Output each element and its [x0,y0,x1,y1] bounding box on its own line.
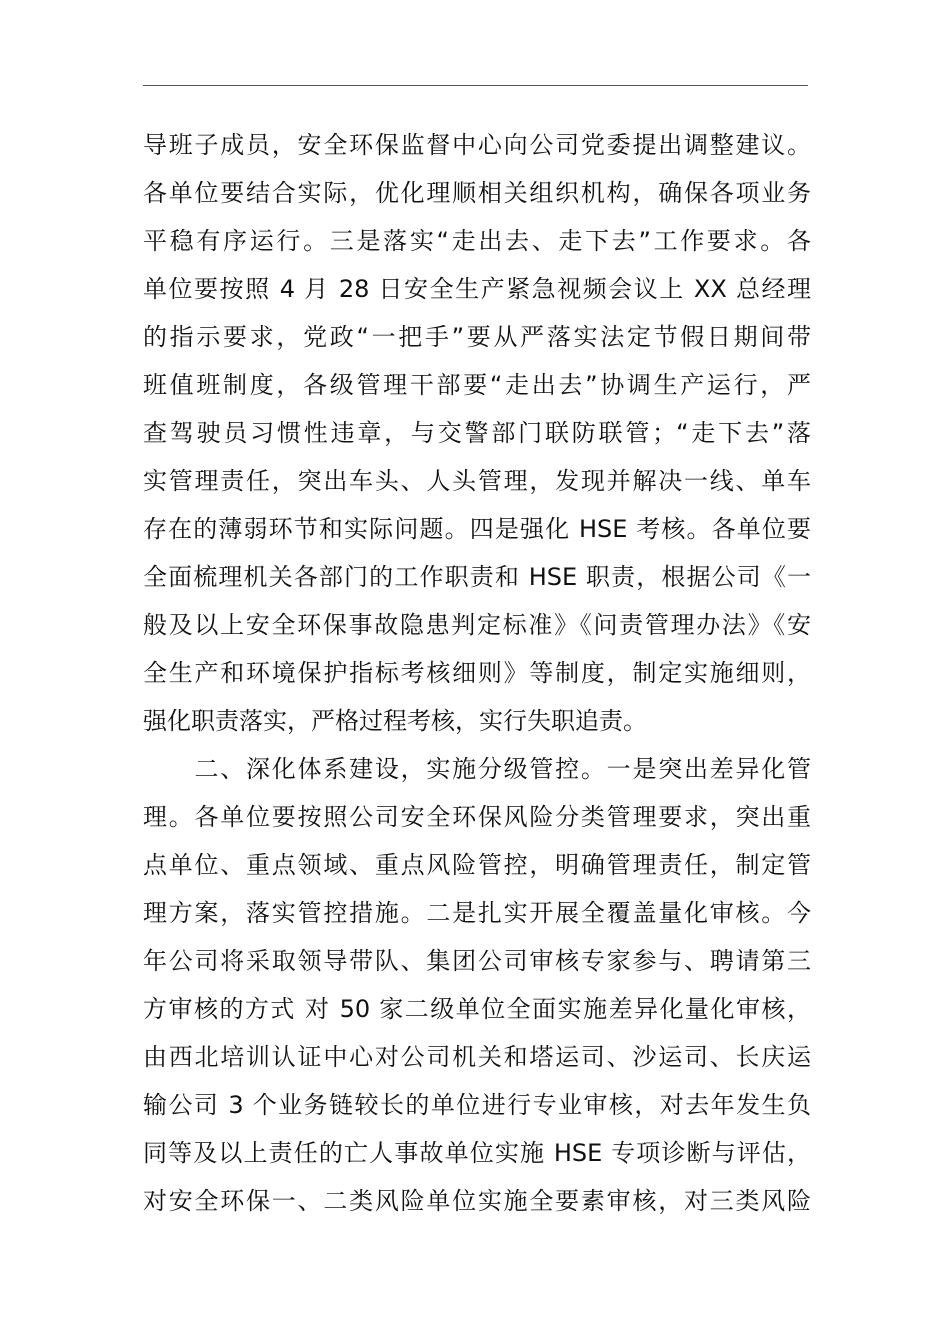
body-text [143,121,811,1225]
text-line: 班值班制度，各级管理干部要“走出去”协调生产运行，严 [143,371,811,399]
text-line: 的指示要求，党政“一把手”要从严落实法定节假日期间带 [143,323,811,351]
text-line: 全生产和环境保护指标考核细则》等制度，制定实施细则， [143,659,811,687]
text-line: 方审核的方式 对 50 家二级单位全面实施差异化量化审核， [143,995,811,1023]
text-line: 输公司 3 个业务链较长的单位进行专业审核，对去年发生负 [143,1091,811,1119]
text-line: 理方案，落实管控措施。二是扎实开展全覆盖量化审核。今 [143,899,811,927]
text-line: 同等及以上责任的亡人事故单位实施 HSE 专项诊断与评估， [143,1139,811,1167]
text-line: 导班子成员，安全环保监督中心向公司党委提出调整建议。 [143,131,811,159]
text-line: 二、深化体系建设，实施分级管控。一是突出差异化管 [143,755,811,783]
text-line: 实管理责任，突出车头、人头管理，发现并解决一线、单车 [143,467,811,495]
text-line: 理。各单位要按照公司安全环保风险分类管理要求，突出重 [143,803,811,831]
text-line: 存在的薄弱环节和实际问题。四是强化 HSE 考核。各单位要 [143,515,811,543]
text-line: 平稳有序运行。三是落实“走出去、走下去”工作要求。各 [143,227,811,255]
text-line: 各单位要结合实际，优化理顺相关组织机构，确保各项业务 [143,179,811,207]
text-line: 查驾驶员习惯性违章，与交警部门联防联管；“走下去”落 [143,419,811,447]
text-line: 般及以上安全环保事故隐患判定标准》《问责管理办法》《安 [143,611,811,639]
text-line: 全面梳理机关各部门的工作职责和 HSE 职责，根据公司《一 [143,563,811,591]
text-line: 点单位、重点领域、重点风险管控，明确管理责任，制定管 [143,851,811,879]
text-line: 年公司将采取领导带队、集团公司审核专家参与、聘请第三 [143,947,811,975]
text-line: 对安全环保一、二类风险单位实施全要素审核，对三类风险 [143,1187,811,1215]
text-line: 单位要按照 4 月 28 日安全生产紧急视频会议上 XX 总经理 [143,275,811,303]
header-rule [143,85,808,86]
text-line: 由西北培训认证中心对公司机关和塔运司、沙运司、长庆运 [143,1043,811,1071]
text-line: 强化职责落实，严格过程考核，实行失职追责。 [143,707,647,735]
